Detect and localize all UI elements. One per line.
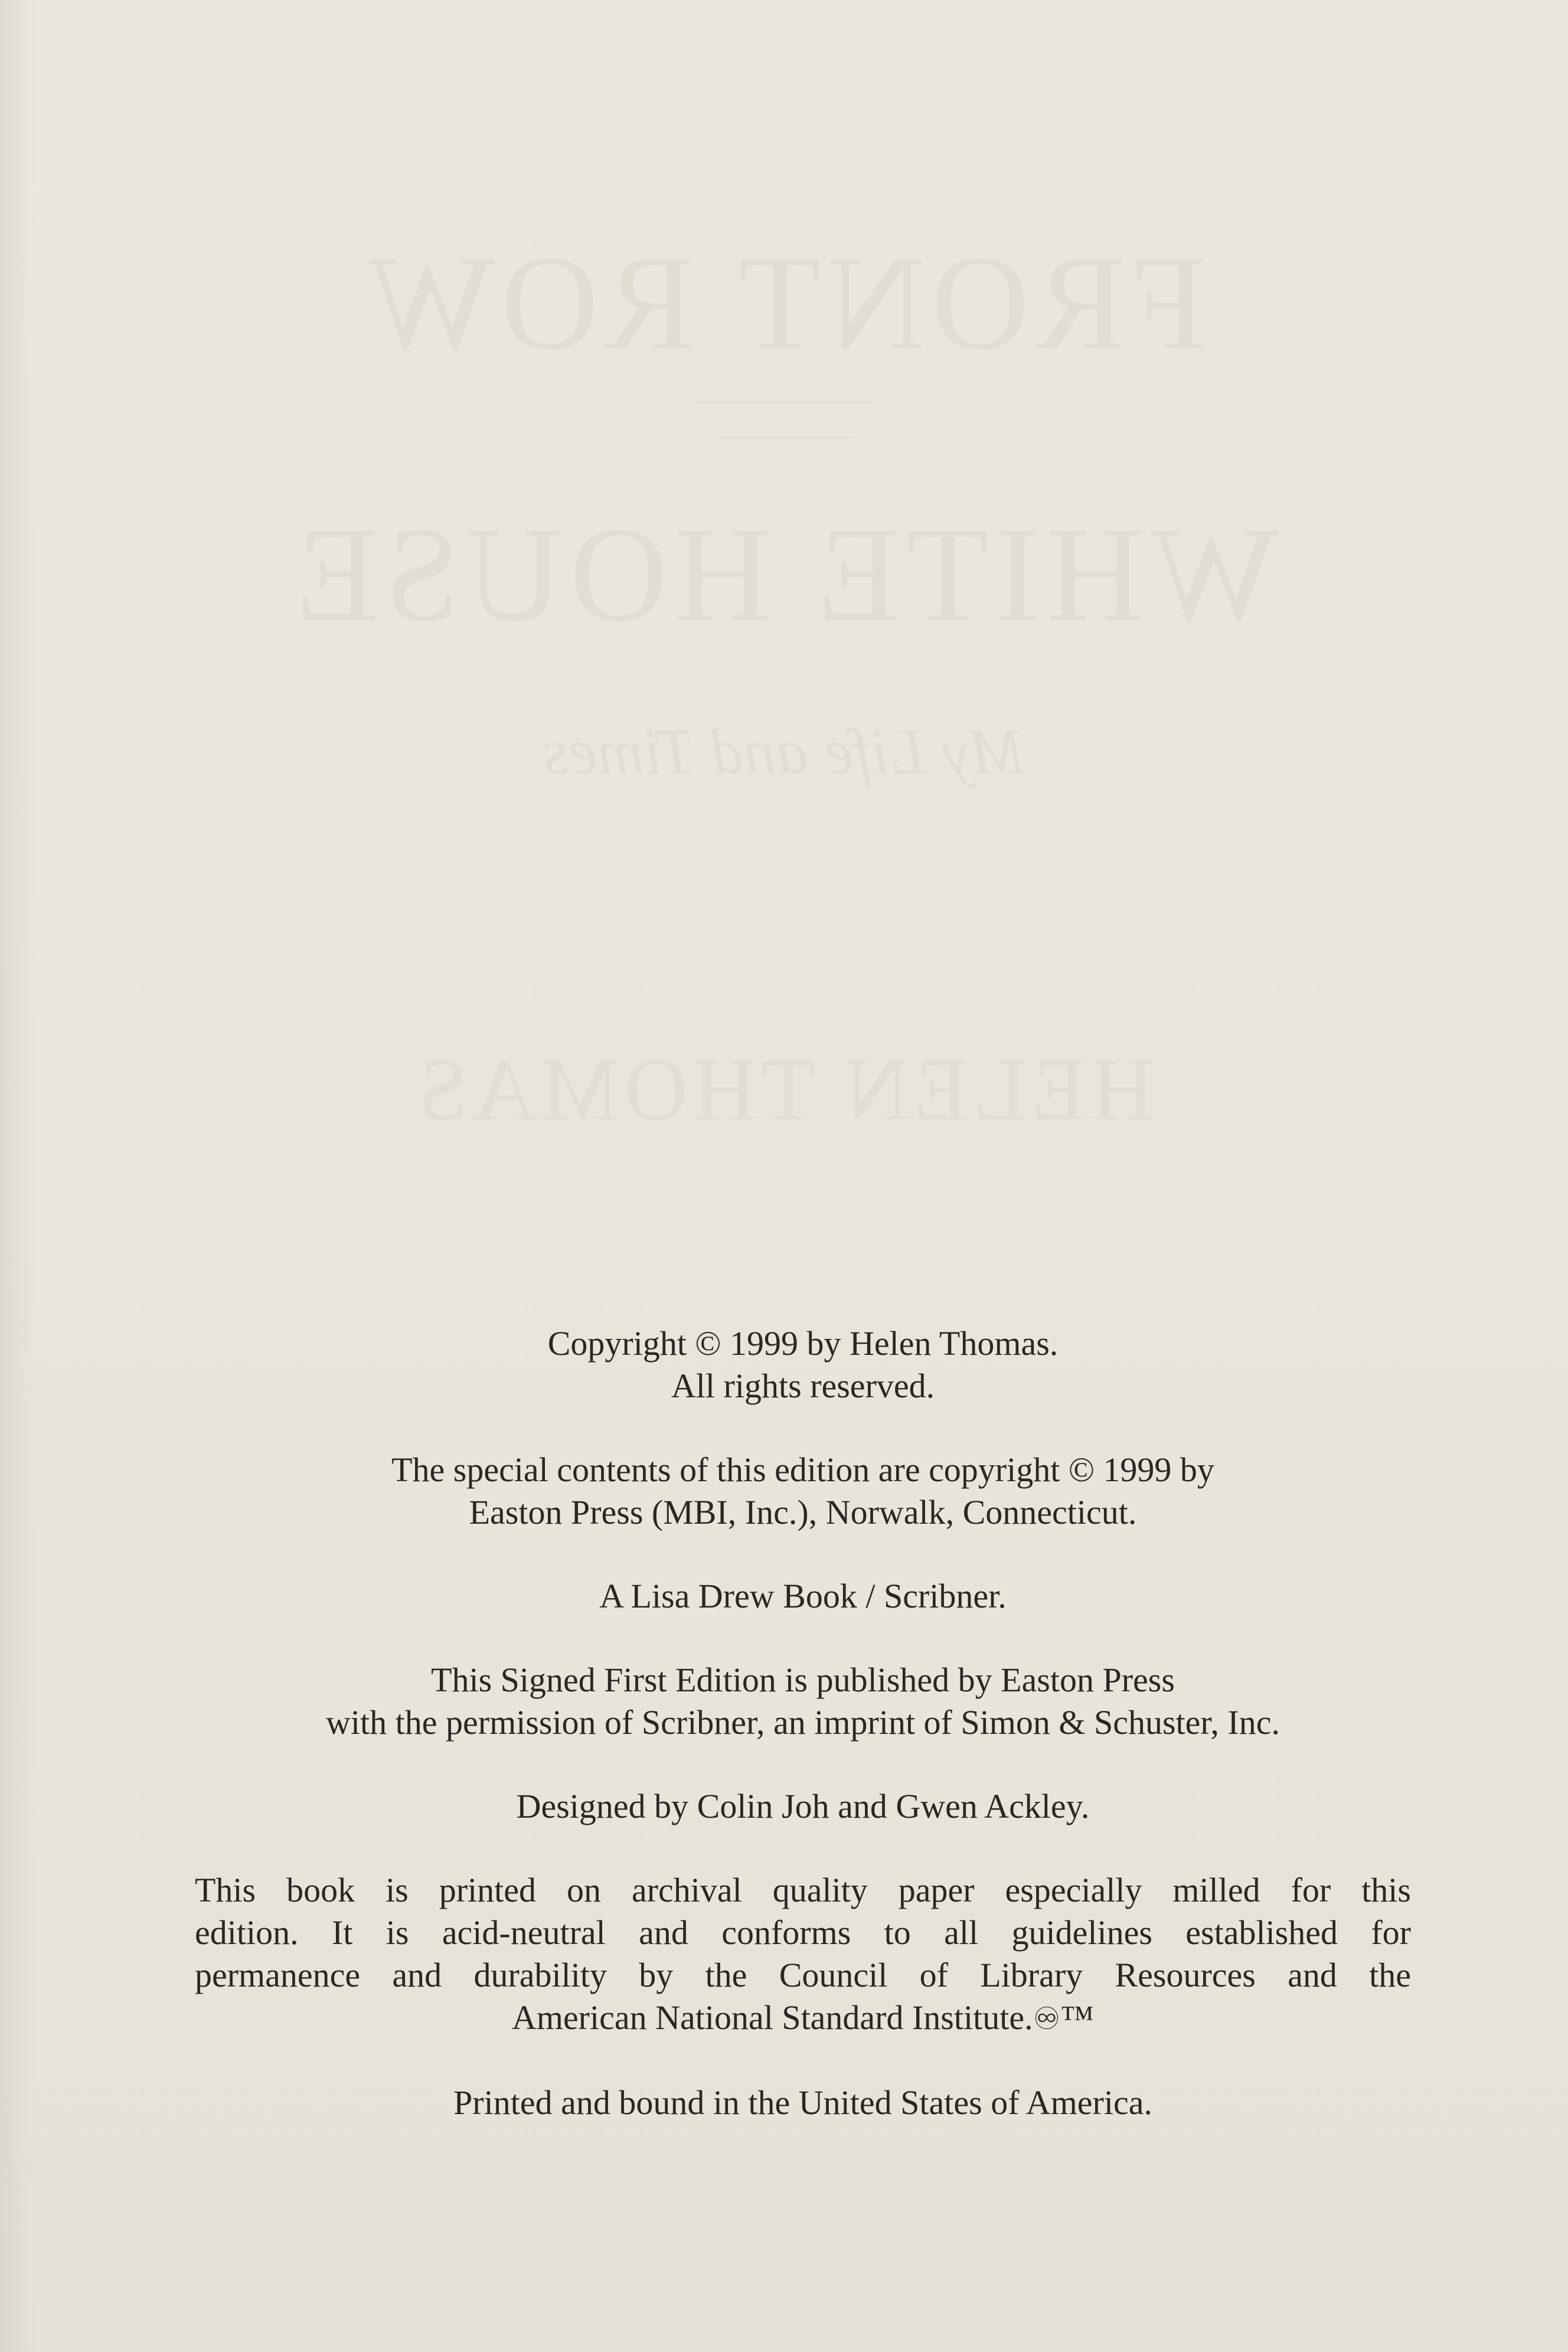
copyright-paragraph [195, 1322, 1411, 1407]
show-through-rule [697, 401, 874, 404]
copyright-notice-block [195, 1322, 1411, 2165]
edition-line: This Signed First Edition is published by Easton Press [431, 1661, 1175, 1699]
design-line: Designed by Colin Joh and Gwen Ackley. [516, 1787, 1090, 1825]
paper-paragraph [195, 1869, 1411, 2040]
infinity-paper-permanence-icon: ♾ [1033, 2001, 1061, 2037]
printed-paragraph [195, 2082, 1411, 2124]
special-contents-line: The special contents of this edition are copyright © 1999 by [391, 1451, 1214, 1489]
show-through-rule [720, 437, 850, 439]
paper-line: permanence and durability by the Council of Library Resources and the [195, 1956, 1411, 1994]
edition-line: with the permission of Scribner, an imprint of Simon & Schuster, Inc. [326, 1703, 1280, 1742]
special-contents-line: Easton Press (MBI, Inc.), Norwalk, Connecticut. [469, 1493, 1137, 1531]
rights-reserved-line: All rights reserved. [671, 1367, 935, 1405]
special-contents-paragraph [195, 1449, 1411, 1534]
show-through-title-line-1: FRONT ROW [361, 227, 1207, 378]
trademark-mark: ™ [1060, 1998, 1095, 2037]
copyright-line: Copyright © 1999 by Helen Thomas. [547, 1324, 1059, 1363]
edition-paragraph [195, 1659, 1411, 1744]
paper-line-text: American National Standard Institute. [511, 1998, 1033, 2037]
printed-line: Printed and bound in the United States of America. [453, 2083, 1152, 2122]
show-through-title-line-2: WHITE HOUSE [289, 499, 1279, 649]
paper-line: edition. It is acid-neutral and conforms to all guidelines established for [195, 1913, 1411, 1952]
show-through-subtitle: My Life and Times [543, 716, 1025, 788]
imprint-paragraph [195, 1575, 1411, 1618]
paper-line: This book is printed on archival quality paper especially milled for this [195, 1871, 1411, 1909]
show-through-author: HELEN THOMAS [413, 1041, 1155, 1139]
imprint-line: A Lisa Drew Book / Scribner. [599, 1577, 1007, 1615]
paper-line-last [195, 1997, 1411, 2040]
design-paragraph [195, 1785, 1411, 1828]
